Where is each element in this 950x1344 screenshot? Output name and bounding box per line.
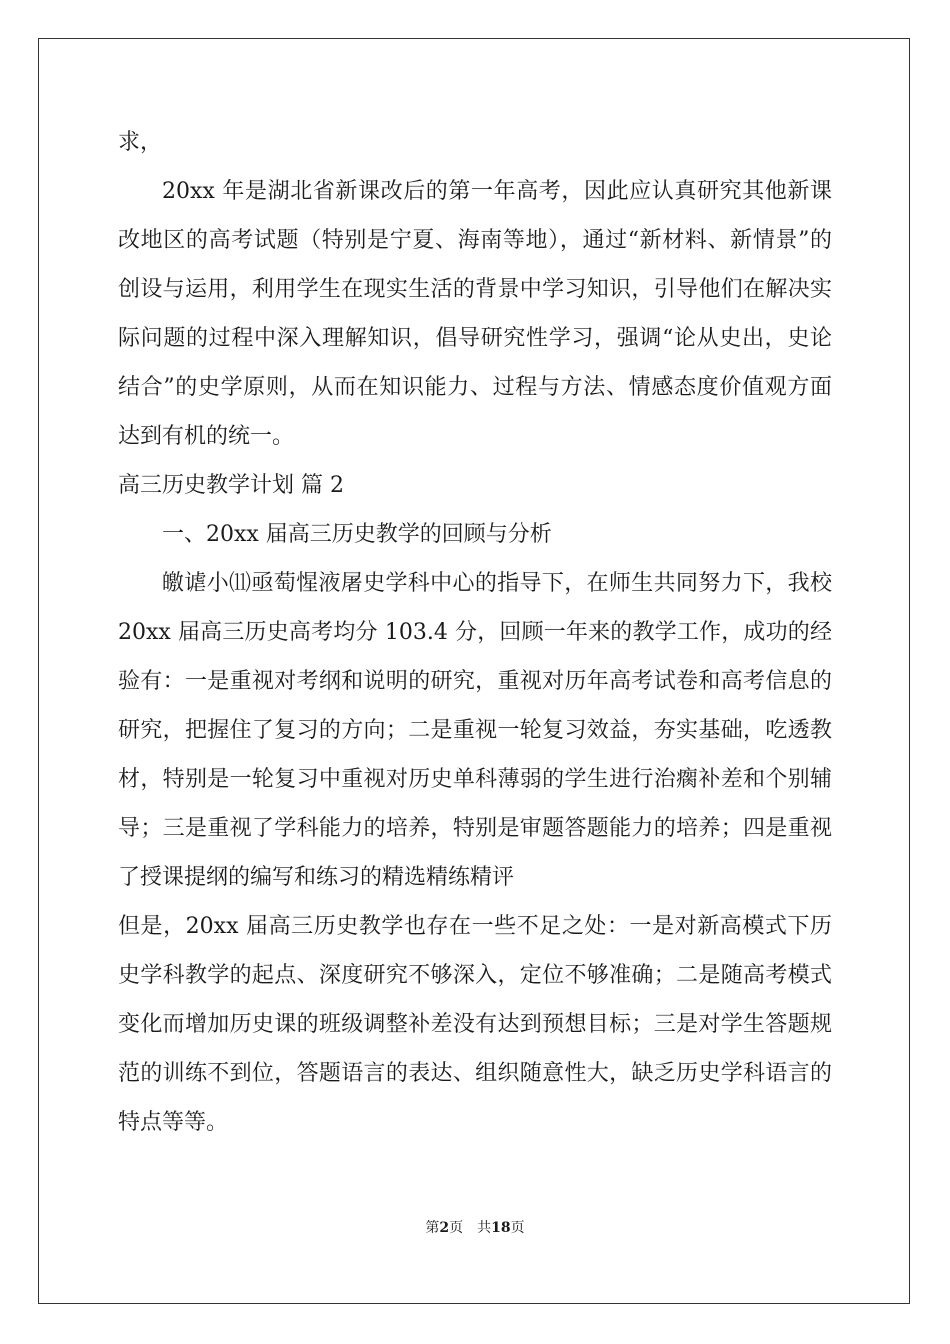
document-body xyxy=(118,118,832,1147)
paragraph-shortcomings: 但是，20xx 届高三历史教学也存在一些不足之处：一是对新高模式下历史学科教学的起点、深度研究不够深入，定位不够准确；二是随高考模式变化而增加历史课的班级调整补差没有达到预想目标；三是对学生答题规范的训练不到位，答题语言的表达、组织随意性大，缺乏历史学科语言的特点等等。 xyxy=(118,914,832,1135)
paragraph-review: 皦谑小⑾亟萄惺液屠史学科中心的指导下，在师生共同努力下，我校 20xx 届高三历史高考均分 103.4 分，回顾一年来的教学工作，成功的经验有：一是重视对考纲和说明的研究，重视对历年高考试卷和高考信息的研究，把握住了复习的方向；二是重视一轮复习效益，夯实基础，吃透教材，特别是一轮复习中重视对历史单科薄弱的学生进行治瘸补差和个别辅导；三是重视了学科能力的培养，特别是审题答题能力的培养；四是重视了授课提纲的编写和练习的精选精练精评 xyxy=(118,571,832,890)
section-heading: 高三历史教学计划 篇 2 xyxy=(118,473,344,498)
page-footer xyxy=(0,1218,950,1238)
footer-total-pages: 18 xyxy=(491,1220,511,1236)
footer-total-unit: 页 xyxy=(510,1220,525,1236)
footer-page-prefix: 第 xyxy=(425,1220,440,1236)
paragraph-1: 求， xyxy=(118,130,163,155)
footer-page-unit: 页 xyxy=(449,1220,464,1236)
footer-total-prefix: 共 xyxy=(477,1220,492,1236)
footer-page-number: 2 xyxy=(439,1220,450,1236)
subsection-heading: 一、20xx 届高三历史教学的回顾与分析 xyxy=(162,522,552,547)
paragraph-2: 20xx 年是湖北省新课改后的第一年高考，因此应认真研究其他新课改地区的高考试题（特别是宁夏、海南等地），通过“新材料、新情景”的创设与运用，利用学生在现实生活的背景中学习知识，引导他们在解决实际问题的过程中深入理解知识，倡导研究性学习，强调“论从史出，史论结合”的史学原则，从而在知识能力、过程与方法、情感态度价值观方面达到有机的统一。 xyxy=(118,179,832,449)
